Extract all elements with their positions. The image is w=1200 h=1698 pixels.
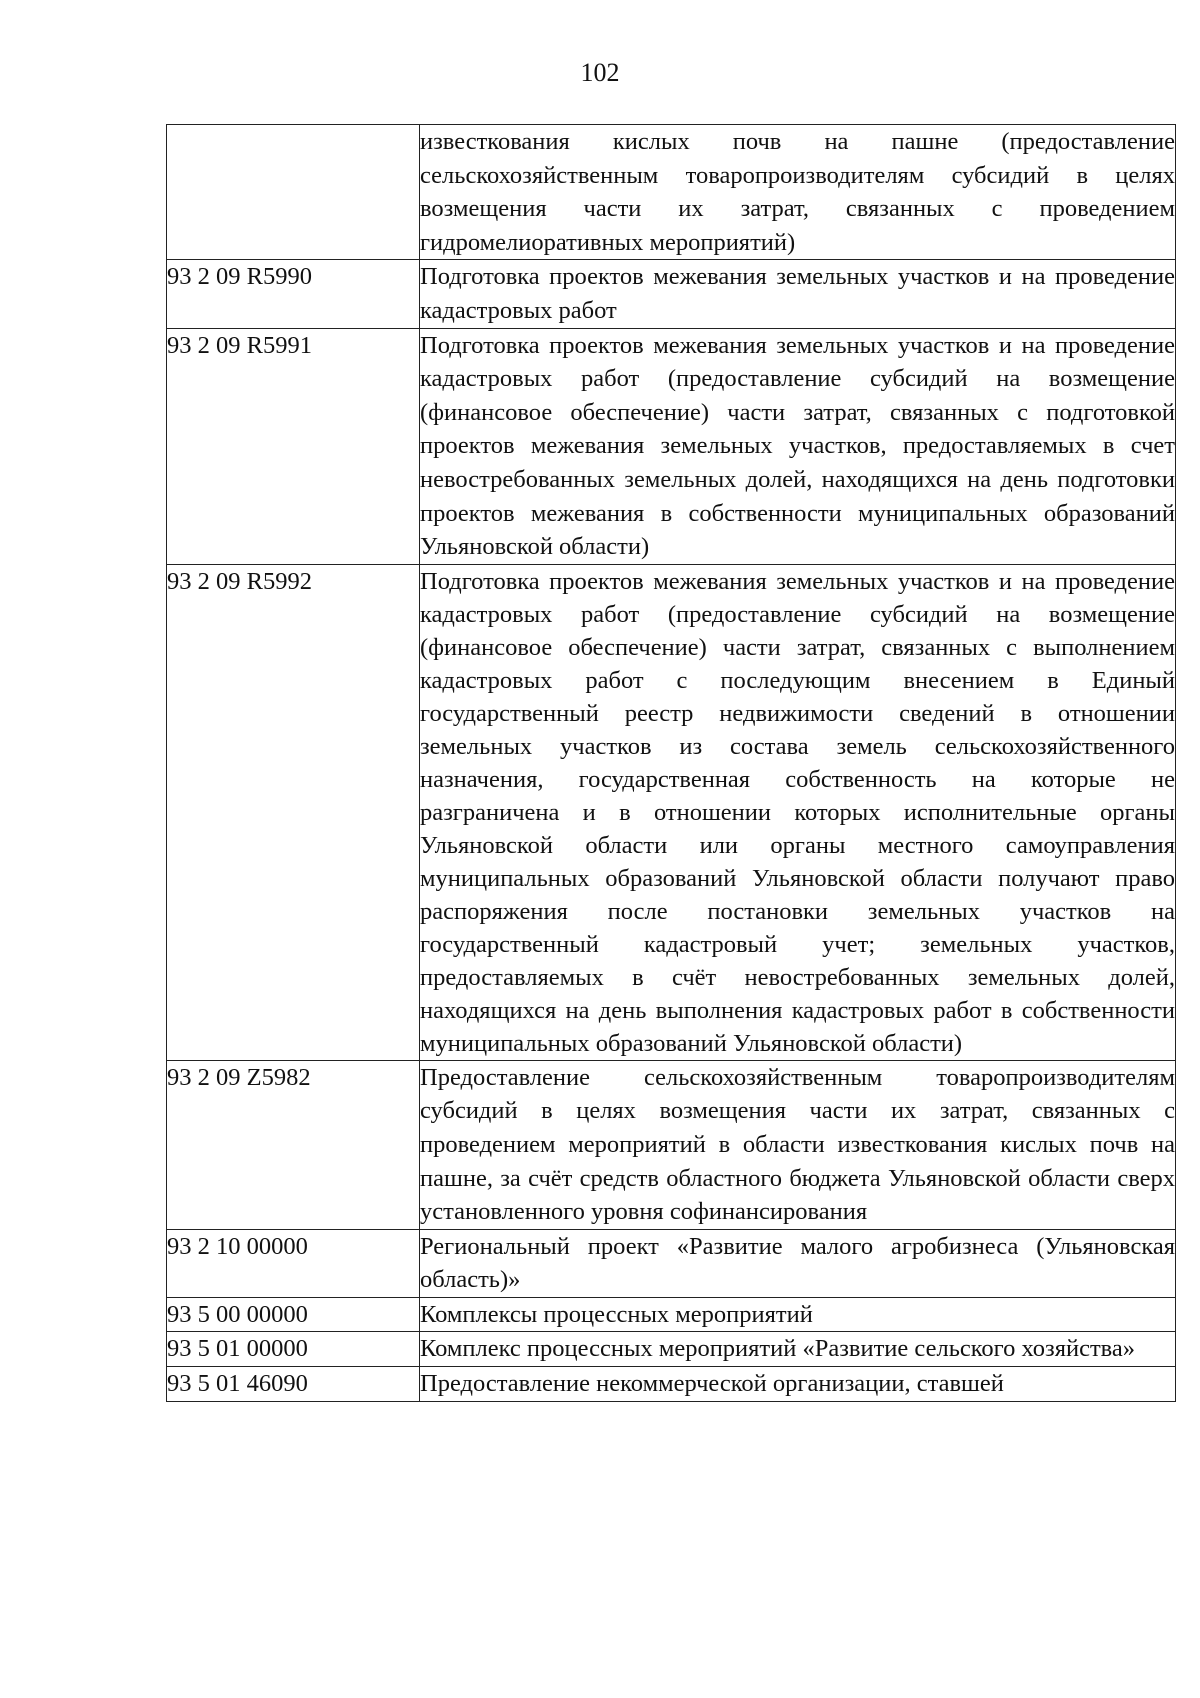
code-cell bbox=[167, 125, 420, 260]
description-cell: Региональный проект «Развитие малого агробизнеса (Ульяновская область)» bbox=[420, 1229, 1176, 1297]
table-row bbox=[167, 1332, 1176, 1367]
description-cell: Комплексы процессных мероприятий bbox=[420, 1297, 1176, 1332]
description-cell: Комплекс процессных мероприятий «Развитие сельского хозяйства» bbox=[420, 1332, 1176, 1367]
code-cell: 93 5 01 46090 bbox=[167, 1367, 420, 1402]
code-cell: 93 2 09 R5991 bbox=[167, 328, 420, 564]
budget-code-table bbox=[166, 124, 1176, 1402]
code-cell: 93 2 09 R5992 bbox=[167, 564, 420, 1060]
table-row bbox=[167, 260, 1176, 328]
table-row bbox=[167, 125, 1176, 260]
description-cell: Предоставление сельскохозяйственным товаропроизводителям субсидий в целях возмещения части их затрат, связанных с проведением мероприятий в области известкования кислых почв на пашне, за счёт средств областного бюджета Ульяновской области сверх установленного уровня софинансирования bbox=[420, 1060, 1176, 1229]
table-row bbox=[167, 1367, 1176, 1402]
table-row bbox=[167, 328, 1176, 564]
description-cell: Подготовка проектов межевания земельных участков и на проведение кадастровых работ (предоставление субсидий на возмещение (финансовое обеспечение) части затрат, связанных с выполнением кадастровых работ с последующим внесением в Единый государственный реестр недвижимости сведений в отношении земельных участков из состава земель сельскохозяйственного назначения, государственная собственность на которые не разграничена и в отношении которых исполнительные органы Ульяновской области или органы местного самоуправления муниципальных образований Ульяновской области получают право распоряжения после постановки земельных участков на государственный кадастровый учет; земельных участков, предоставляемых в счёт невостребованных земельных долей, находящихся на день выполнения кадастровых работ в собственности муниципальных образований Ульяновской области) bbox=[420, 564, 1176, 1060]
description-cell: известкования кислых почв на пашне (предоставление сельскохозяйственным товаропроизводителям субсидий в целях возмещения части их затрат, связанных с проведением гидромелиоративных мероприятий) bbox=[420, 125, 1176, 260]
table-row bbox=[167, 1229, 1176, 1297]
description-cell: Подготовка проектов межевания земельных участков и на проведение кадастровых работ (предоставление субсидий на возмещение (финансовое обеспечение) части затрат, связанных с подготовкой проектов межевания земельных участков, предоставляемых в счет невостребованных земельных долей, находящихся на день подготовки проектов межевания в собственности муниципальных образований Ульяновской области) bbox=[420, 328, 1176, 564]
code-cell: 93 2 09 R5990 bbox=[167, 260, 420, 328]
table-row bbox=[167, 1297, 1176, 1332]
page-number: 102 bbox=[580, 58, 620, 87]
table-row bbox=[167, 1060, 1176, 1229]
code-cell: 93 2 10 00000 bbox=[167, 1229, 420, 1297]
code-cell: 93 5 01 00000 bbox=[167, 1332, 420, 1367]
code-cell: 93 5 00 00000 bbox=[167, 1297, 420, 1332]
table-row bbox=[167, 564, 1176, 1060]
description-cell: Предоставление некоммерческой организации, ставшей bbox=[420, 1367, 1176, 1402]
description-cell: Подготовка проектов межевания земельных участков и на проведение кадастровых работ bbox=[420, 260, 1176, 328]
code-cell: 93 2 09 Z5982 bbox=[167, 1060, 420, 1229]
